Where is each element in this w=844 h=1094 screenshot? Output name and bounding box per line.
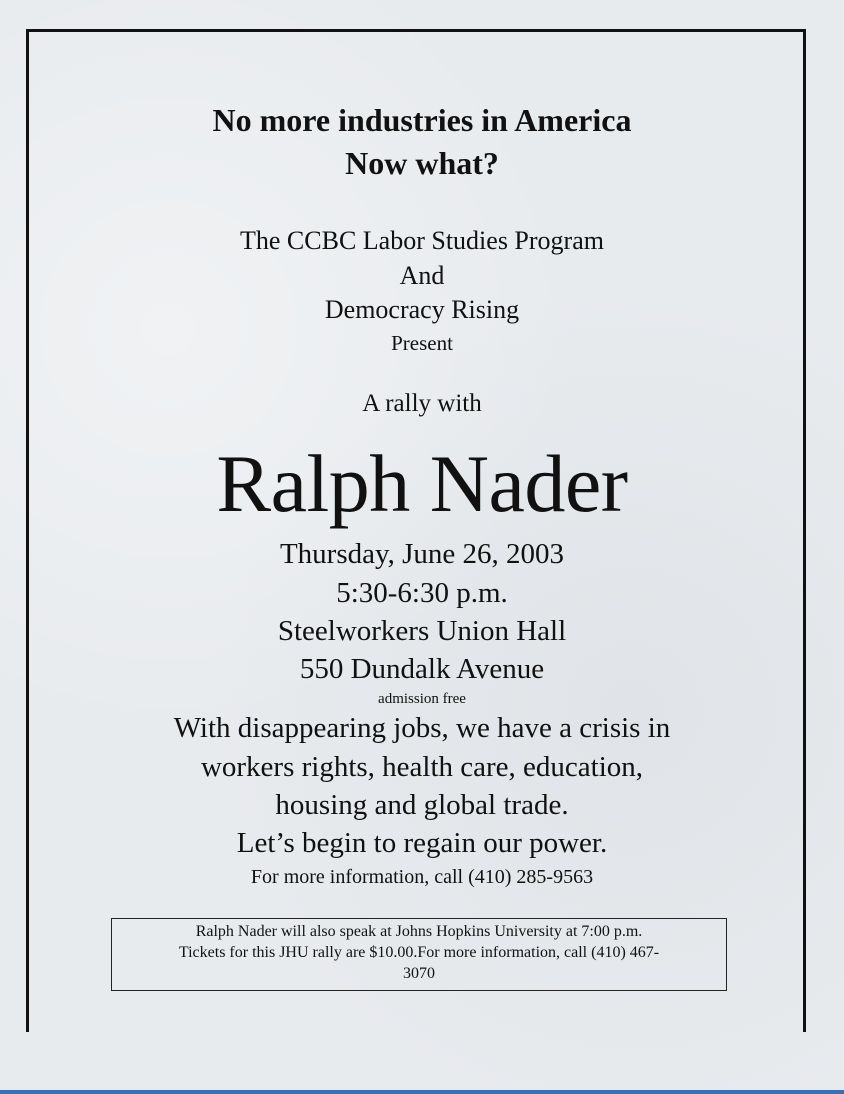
rally-with-text: A rally with — [362, 390, 482, 417]
scan-bottom-edge — [0, 1090, 844, 1094]
presenter-line-2: And — [399, 261, 445, 290]
jhu-note-line-3: 3070 — [403, 965, 435, 982]
message-line-3: housing and global trade. — [275, 789, 569, 821]
speaker-name: Ralph Nader — [216, 438, 628, 529]
headline-line-2: Now what? — [345, 145, 499, 181]
jhu-note-line-2: Tickets for this JHU rally are $10.00.For more information, call (410) 467- — [178, 944, 660, 961]
message-line-1: With disappearing jobs, we have a crisis in — [173, 712, 671, 744]
event-date: Thursday, June 26, 2003 — [279, 538, 565, 570]
message-line-4: Let’s begin to regain our power. — [236, 827, 608, 859]
event-address: 550 Dundalk Avenue — [299, 653, 545, 685]
event-venue: Steelworkers Union Hall — [277, 615, 567, 647]
admission-note: admission free — [378, 691, 466, 707]
jhu-note-box — [111, 918, 727, 991]
event-time: 5:30-6:30 p.m. — [336, 577, 508, 609]
presenter-line-4: Present — [391, 331, 453, 355]
headline-line-1: No more industries in America — [212, 102, 632, 138]
presenter-line-1: The CCBC Labor Studies Program — [240, 226, 604, 255]
message-line-2: workers rights, health care, education, — [200, 751, 644, 783]
jhu-note-line-1: Ralph Nader will also speak at Johns Hopkins University at 7:00 p.m. — [195, 923, 643, 940]
contact-info: For more information, call (410) 285-9563 — [250, 866, 594, 888]
presenter-line-3: Democracy Rising — [324, 295, 520, 324]
